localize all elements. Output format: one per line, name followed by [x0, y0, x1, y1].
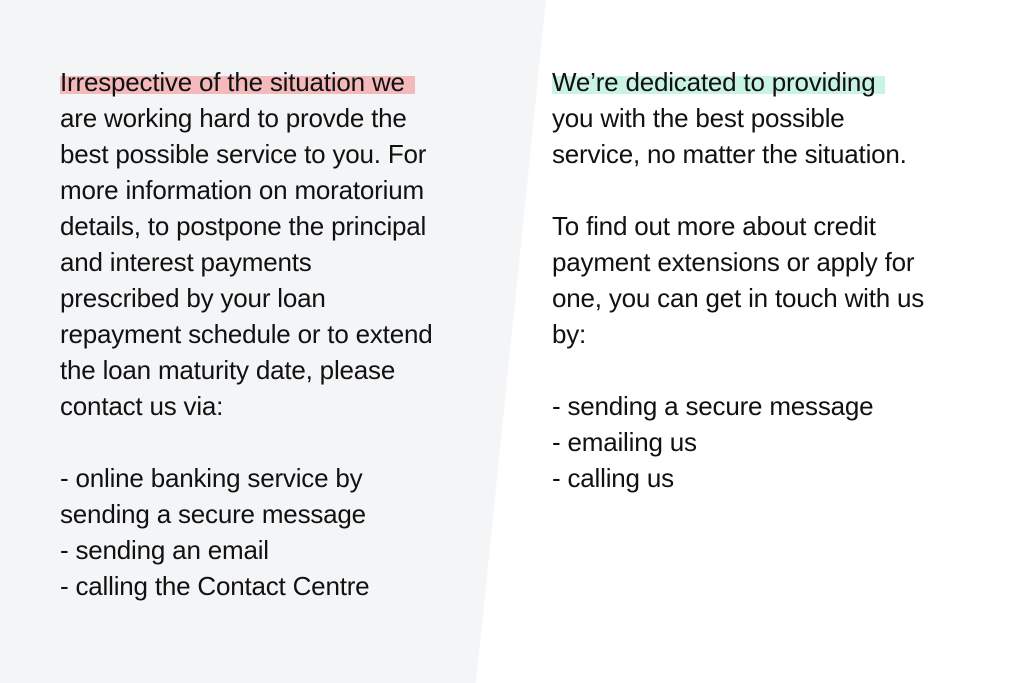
- left-text-panel: [60, 64, 480, 604]
- right-highlighted-phrase: We’re dedicated to providing: [552, 67, 885, 97]
- right-text-panel: [552, 64, 982, 496]
- left-highlighted-phrase: Irrespective of the situation we: [60, 67, 415, 97]
- right-body-text: you with the best possible service, no matter the situation. To find out more about credit payment extensions or apply for one, you can get in touch with us by: - sending a secure message - emailing us - calling us: [552, 103, 925, 493]
- left-body-text: are working hard to provde the best possible service to you. For more information on moratorium details, to postpone the principal and interest payments prescribed by your loan repayment schedule or to extend the loan maturity date, please contact us via: - online banking service by sending a secure message - sending an email - calling the Contact Centre: [60, 103, 433, 601]
